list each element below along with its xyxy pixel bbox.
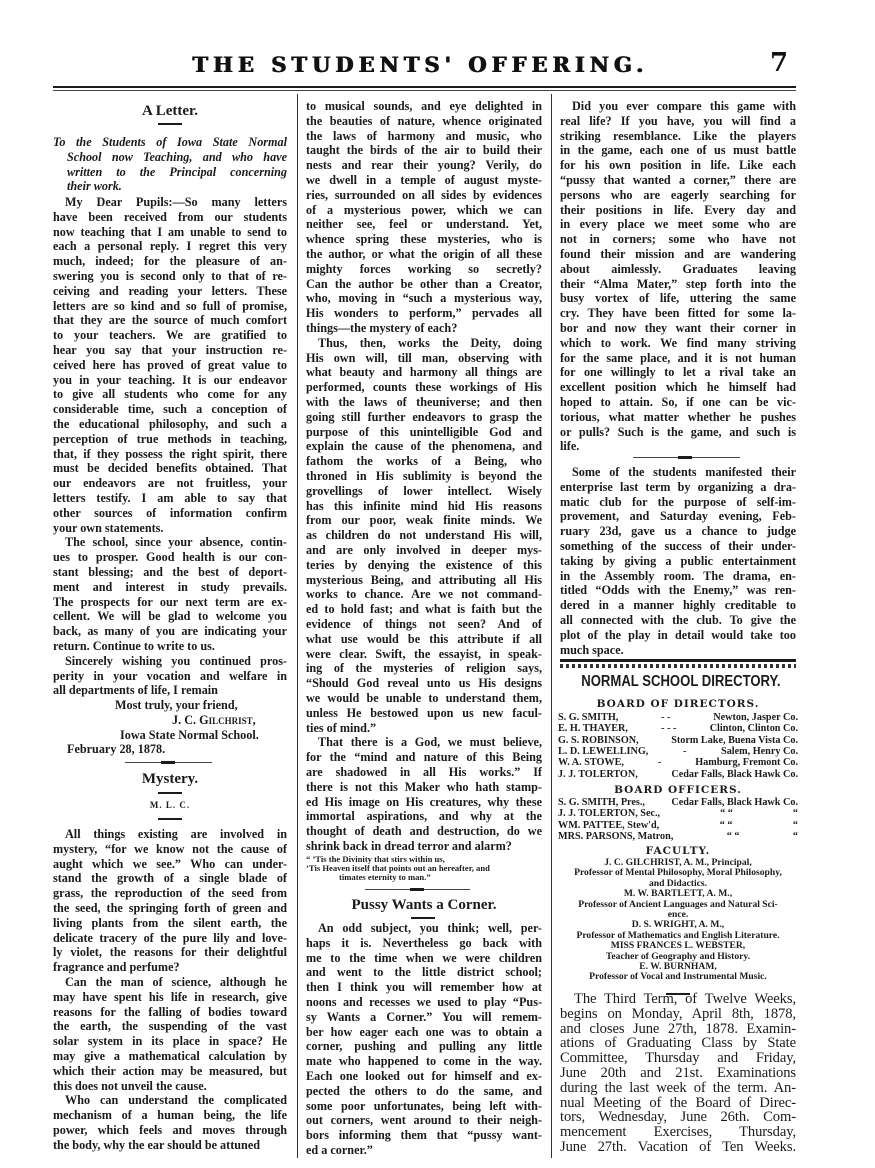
text-line: The prospects for our next term are ex- [53, 594, 287, 609]
text-line: hoped to attain. So, if one can be vic- [560, 395, 796, 409]
directory-name: S. G. SMITH, [558, 712, 619, 723]
text-line: the author, or what the origin of all these [306, 247, 542, 261]
term-line: begins on Monday, April 8th, 1878, [560, 1005, 796, 1022]
text-line: or pulls? Such is the game, and such is [560, 424, 796, 439]
text-line: in the Assembly room. The drama, en- [560, 568, 796, 583]
board-row [558, 757, 798, 768]
text-line: things—the mystery of each? [306, 321, 458, 335]
faculty-line: Professor of Mathematics and English Literature. [576, 929, 780, 941]
text-line: immortal aspirations, and why at the [306, 809, 542, 824]
directory-name: MRS. PARSONS, Matron, [558, 830, 674, 842]
directory-sep: “ “ [720, 808, 733, 820]
text-line: we dwell in a temple of august myste- [306, 173, 542, 187]
text-line: reasons for the falling of bodies toward [53, 1004, 287, 1019]
faculty-heading: FACULTY. [645, 845, 711, 857]
address-line: written to the Principal concerning [67, 164, 287, 179]
text-line: return. Continue to write to us. [53, 639, 215, 653]
text-line: purpose of this unintelligible God and [306, 424, 542, 439]
text-line: then I think you will remember how at [306, 980, 542, 995]
text-line: all connected with the club. To give the [560, 613, 796, 627]
text-line: pected the others to do the same, and [306, 1083, 542, 1098]
text-line: the beauties of nature, whence originated [306, 113, 542, 128]
text-line: real life? If you have, you will find a [560, 113, 796, 128]
directory-rule [560, 659, 796, 662]
text-line: that they are the source of much comfort [53, 313, 287, 328]
text-line: swering you is second only to that of re- [53, 269, 287, 283]
directory-place: Cedar Falls, Black Hawk Co. [671, 768, 798, 780]
text-line: taught the birds of the air to build their [306, 143, 542, 158]
text-line: mystery, “for we know not the cause of [53, 841, 287, 856]
text-line: some poor unfortunates, being left with- [306, 1098, 542, 1113]
faculty-line: MISS FRANCES L. WEBSTER, [610, 940, 746, 952]
text-line: plot of the play in detail would take too [560, 627, 796, 642]
text-line: and went to the little district school; [306, 965, 542, 980]
directory-sep [645, 797, 671, 808]
text-line: your own statements. [53, 520, 164, 535]
text-line: provement, and Saturday evening, Feb- [560, 509, 796, 524]
directory-place: “ [792, 819, 798, 831]
text-line: in every place we meet some who are [560, 217, 796, 232]
text-line: evidence of things not seen? And of [306, 617, 542, 631]
directory-name: S. G. SMITH, Pres., [558, 797, 645, 808]
text-line: grass, the reproduction of the seed from [53, 886, 287, 901]
text-line: each a personal reply. I regret this very [53, 239, 287, 254]
address-line: School now Teaching, and who have [67, 149, 287, 164]
text-line: enterprise last term by organizing a dra- [560, 479, 796, 494]
text-line: An odd subject, you think; well, per- [318, 921, 542, 935]
letter-title: A Letter. [141, 103, 199, 119]
directory-sep [639, 735, 672, 746]
text-line: much, indeed; for the pleasure of an- [53, 254, 287, 269]
text-line: persons who are eagerly searching for [560, 187, 796, 202]
text-line: matic club for the purpose of self-im- [560, 494, 796, 509]
title-rule [158, 123, 182, 125]
page-number: 7 [770, 48, 789, 78]
text-line: life. [560, 439, 580, 454]
newspaper-masthead: THE STUDENTS' OFFERING. [192, 52, 648, 77]
officers-heading: BOARD OFFICERS. [614, 784, 742, 796]
letter-date: February 28, 1878. [67, 742, 166, 756]
text-line: out corners, went around to their neigh- [306, 1113, 542, 1128]
directory-name: L. D. LEWELLING, [558, 745, 649, 757]
text-line: other sources of information confirm [53, 505, 287, 520]
officers-row [558, 808, 798, 819]
text-line: considerable time, such a conception of [53, 402, 287, 417]
text-line: His own will, till man, observing with [306, 350, 542, 365]
board-row [558, 735, 798, 746]
term-line: June 20th and 21st. Examinations [560, 1065, 796, 1081]
text-line: Some of the students manifested their [572, 465, 796, 479]
text-line: to your teachers. We are gratified to [53, 328, 287, 343]
text-line: of a mysterious power, which we can [306, 202, 542, 217]
text-line: about aimlessly. Graduates leaving [560, 261, 796, 276]
text-line: bors informing them that “pussy want- [306, 1128, 542, 1143]
text-line: ceiving and reading your letters. These [53, 283, 287, 298]
text-line: we would be unable to understand them, [306, 691, 542, 705]
text-line: ment and interest in study prevails. [53, 579, 287, 594]
text-line: have been received from our students [53, 209, 287, 224]
text-line: are shadowed in all His works.” If [306, 765, 542, 779]
text-line: unless He bestowed upon us new facul- [306, 705, 542, 720]
faculty-line: and Didactics. [648, 877, 708, 889]
officers-row [558, 831, 798, 842]
text-line: excellent position which he himself had [560, 380, 796, 395]
text-line: “Should God reveal unto us His designs [306, 676, 542, 691]
text-line: now teaching that I am unable to send to [53, 224, 287, 239]
text-line: “pussy that wanted a corner,” there are [560, 173, 796, 187]
text-line: ries, surrounded on all sides by evidences [306, 187, 542, 202]
text-line: ly violet, the reasons for their delightful [53, 945, 287, 960]
text-line: ber how eager each one was to obtain a [306, 1024, 542, 1039]
text-line: performed, counts these workings of His [306, 380, 542, 395]
text-line: that, if they possess the right spirit, there [53, 446, 287, 461]
text-line: sy Wants a Corner.” You will remem- [306, 1009, 542, 1024]
text-line: the body, why the ear should be attuned [53, 1137, 261, 1152]
text-line: may have spent his life in research, give [53, 989, 287, 1004]
text-line: ed to hold fast; and what is faith but the [306, 602, 542, 617]
title-rule [411, 917, 435, 919]
board-row [558, 769, 798, 780]
text-line: for his own position in life. Like each [560, 158, 796, 173]
text-line: nests and rear their young? Verily, do [306, 158, 542, 173]
directory-place: Newton, Jasper Co. [713, 712, 798, 723]
text-line: grovellings of lower intellect. Wisely [306, 483, 542, 498]
term-line: during the last week of the term. An- [560, 1079, 796, 1096]
pussy-title: Pussy Wants a Corner. [351, 897, 497, 913]
text-line: ed His image on His creatures, why these [306, 794, 542, 809]
signoff-closing: Most truly, your friend, [115, 698, 238, 712]
text-line: perity in your vocation and welfare in [53, 668, 287, 683]
directory-sep: - [682, 745, 687, 757]
text-line: to give all students who come for any [53, 387, 287, 402]
text-line: bor and now they want their corner in [560, 321, 796, 335]
text-line: thought of death and destruction, do we [306, 824, 542, 839]
mystery-author: M. L. C. [149, 800, 191, 810]
text-line: power, which feels and moves through [53, 1123, 287, 1137]
text-line: ing of the mysteries of religion says, [306, 661, 542, 676]
header-rule-thin [53, 90, 796, 91]
text-line: you in your teaching. It is our endeavor [53, 372, 287, 387]
term-line: Committee, Thursday and Friday, [560, 1050, 796, 1067]
term-line: and closes June 27th, 1878. Examin- [560, 1020, 796, 1037]
board-heading: BOARD OF DIRECTORS. [596, 698, 760, 710]
faculty-line: Professor of Ancient Languages and Natural Sci- [578, 898, 778, 910]
text-line: ues to prosper. Good health is our con- [53, 550, 287, 565]
text-line: titled “Odds with the Enemy,” was ren- [560, 583, 796, 598]
term-line: tors, Wednesday, June 26th. Com- [560, 1109, 796, 1126]
divider-ornament [161, 761, 175, 764]
quote-line: ’Tis Heaven itself that points out an hereafter, and [306, 863, 490, 873]
text-line: stand the growth of a single blade of [53, 871, 287, 886]
text-line: ties of mind.” [306, 720, 377, 735]
text-line: may give a mathematical calculation by [53, 1049, 287, 1063]
text-line: for the same place, and it is not human [560, 350, 796, 365]
text-line: Can the author be other than a Creator, [306, 276, 542, 291]
text-line: letters are so kind and so full of promise, [53, 298, 287, 313]
text-line: neither see, feel or understand. Yet, [306, 217, 542, 232]
directory-place: “ [792, 808, 798, 820]
title-rule [158, 792, 182, 794]
text-line: Who can understand the complicated [65, 1093, 287, 1108]
text-line: must be decided benefits obtained. That [53, 461, 287, 476]
text-line: explain the cause of the phenomena, and [306, 439, 542, 454]
text-line: to musical sounds, and eye delighted in [306, 99, 542, 113]
text-line: hear you say that your instruction re- [53, 343, 287, 357]
text-line: the educational philosophy, and such a [53, 417, 287, 431]
text-line: perception of true methods in teaching, [53, 431, 287, 446]
directory-sep: “ “ [726, 830, 740, 842]
text-line: what beauty and harmony all things are [306, 365, 542, 380]
text-line: shrink back in dread terror and alarm? [306, 839, 512, 853]
text-line: My Dear Pupils:—So many letters [65, 195, 287, 209]
header-rule [53, 86, 796, 88]
faculty-line: Professor of Mental Philosophy, Moral Philosophy, [574, 867, 782, 879]
directory-name: J. J. TOLERTON, [558, 768, 638, 780]
board-row [558, 723, 798, 734]
term-line: The Third Term, of Twelve Weeks, [574, 991, 796, 1007]
directory-name: G. S. ROBINSON, [558, 734, 639, 746]
address-line: To the Students of Iowa State Normal [53, 135, 287, 149]
divider-ornament [678, 456, 692, 459]
text-line: ceived here has proved of great value to [53, 357, 287, 372]
text-line: their “Alma Mater,” step forth into the [560, 276, 796, 291]
text-line: mechanism of a human being, the life [53, 1108, 287, 1123]
directory-name: E. H. THAYER, [558, 723, 628, 735]
text-line: there is not this Maker who hath stamp- [306, 779, 542, 794]
text-line: stant blessing; and the best of deport- [53, 565, 287, 579]
directory-name: W. A. STOWE, [558, 757, 624, 769]
text-line: what use would be this attribute if all [306, 631, 542, 646]
text-line: all departments of life, I remain [53, 683, 218, 698]
text-line: for one willingly to let a rival take an [560, 365, 796, 380]
directory-place: Cedar Falls, Black Hawk Co. [671, 797, 798, 808]
text-line: throned in His sublimity is beyond the [306, 469, 542, 483]
text-line: which their action may be measured, but [53, 1063, 287, 1078]
text-line: Thus, then, works the Deity, doing [318, 335, 542, 350]
text-line: as children do not understand His will, [306, 528, 542, 543]
mystery-title: Mystery. [141, 771, 199, 787]
directory-sep: - - [661, 712, 671, 723]
directory-place: “ [792, 830, 798, 842]
term-line: nual Meeting of the Board of Direc- [560, 1094, 796, 1111]
title-rule [158, 818, 182, 820]
directory-name: J. J. TOLERTON, Sec., [558, 808, 661, 820]
directory-sep [638, 769, 672, 780]
text-line: Sincerely wishing you continued pros- [65, 653, 287, 668]
officers-row [558, 797, 798, 808]
text-line: Can the man of science, although he [65, 975, 287, 989]
directory-name: WM. PATTEE, Stew'd, [558, 819, 660, 831]
text-line: dered in a manner highly creditable to [560, 598, 796, 613]
text-line: the laws of harmony and music, who [306, 128, 542, 143]
text-line: works to chance. Are we not command- [306, 587, 542, 602]
directory-sep: “ “ [719, 819, 733, 831]
quote-line: timates eternity to man.” [339, 872, 431, 882]
text-line: me to the time when we were children [306, 950, 542, 965]
text-line: back, as many of you are indicating your [53, 624, 287, 639]
directory-title: NORMAL SCHOOL DIRECTORY. [581, 673, 781, 690]
text-line: found their mission and are wandering [560, 247, 796, 261]
text-line: mate who happened to come in the way. [306, 1054, 542, 1069]
text-line: The school, since your absence, contin- [65, 535, 287, 550]
text-line: taking by giving a public entertainment [560, 553, 796, 568]
board-row [558, 712, 798, 723]
text-line: which to work. We find many striving [560, 335, 796, 350]
text-line: busy vortex of life, uttering the same [560, 291, 796, 306]
text-line: ed a corner.” [306, 1143, 373, 1157]
text-line: our endeavors are not fruitless, your [53, 476, 287, 491]
text-line: the earth, the suspending of the vast [53, 1019, 287, 1034]
directory-sep: - [657, 757, 662, 769]
text-line: ruary 23d, gave us a chance to judge [560, 524, 796, 539]
divider-ornament [410, 888, 424, 891]
text-line: much space. [560, 642, 624, 657]
text-line: going still further endeavors to grasp the [306, 409, 542, 424]
text-line: mysterious Being, and attributing all His [306, 572, 542, 587]
term-line: mencement Exercises, Thursday, [560, 1124, 796, 1141]
text-line: for the “mind and nature of this Being [306, 750, 542, 765]
text-line: striking resemblance. Like the players [560, 128, 796, 143]
text-line: their positions in life. Every day and [560, 202, 796, 217]
faculty-line: E. W. BURNHAM, [639, 961, 717, 972]
faculty-line: Teacher of Geography and History. [605, 950, 751, 962]
directory-rule-wavy [560, 664, 796, 668]
text-line: That there is a God, we must believe, [318, 735, 542, 750]
text-line: All things existing are involved in [65, 827, 287, 841]
faculty-line: Professor of Vocal and Instrumental Music. [589, 971, 767, 983]
text-line: torious, what matter whether he pushes [560, 409, 796, 424]
text-line: fragrance and perfume? [53, 960, 180, 975]
directory-place: Hamburg, Fremont Co. [695, 757, 798, 769]
text-line: from our poor, weak finite minds. We [306, 513, 542, 528]
directory-sep: - - - [661, 723, 677, 735]
term-line: June 27th. Vacation of Ten Weeks. [560, 1139, 796, 1155]
signoff-name: J. C. Gilchrist, [172, 713, 256, 727]
text-line: His wonders to perform,” pervades all [306, 306, 542, 321]
text-line: Did you ever compare this game with [572, 99, 796, 113]
text-line: in the game, each one of us must battle [560, 143, 796, 158]
column-divider [297, 94, 298, 1158]
officers-row [558, 820, 798, 831]
text-line: with the laws of theuniverse; and then [306, 395, 542, 409]
text-line: letters testify. I am able to say that [53, 491, 287, 505]
text-line: mighty forces working so secretly? [306, 261, 542, 276]
faculty-line: M. W. BARTLETT, A. M., [623, 888, 733, 900]
text-line: haps it is. Nevertheless go back with [306, 935, 542, 950]
text-line: cellent. We will be glad to welcome you [53, 609, 287, 624]
faculty-line: J. C. GILCHRIST, A. M., Principal, [604, 857, 752, 868]
address-line: their work. [67, 179, 122, 194]
text-line: were clear. Swift, the essayist, in speak- [306, 646, 542, 661]
text-line: solar system in its place in space? He [53, 1034, 287, 1049]
term-line: ations of Graduating Class by State [560, 1035, 796, 1052]
text-line: teries by denying the existence of this [306, 557, 542, 572]
text-line: noons and recesses we used to play “Pus- [306, 995, 542, 1009]
text-line: this does not unveil the cause. [53, 1078, 207, 1093]
text-line: who, moving in “such a mysterious way, [306, 291, 542, 306]
text-line: aught which we see.” Who can under- [53, 856, 287, 871]
signoff-institution: Iowa State Normal School. [120, 728, 259, 742]
text-line: whence spring these mysteries, who is [306, 232, 542, 247]
directory-place: Storm Lake, Buena Vista Co. [671, 734, 798, 746]
faculty-line: D. S. WRIGHT, A. M., [631, 919, 725, 931]
text-line: fathom the works of a Being, who [306, 454, 542, 469]
text-line: has this infinite mind hid His reasons [306, 498, 542, 513]
text-line: something of the success of their under- [560, 539, 796, 553]
text-line: not in corners; some who have not [560, 232, 796, 247]
directory-place: Salem, Henry Co. [721, 745, 798, 757]
board-row [558, 746, 798, 757]
text-line: Each one looked out for himself and ex- [306, 1069, 542, 1083]
text-line: and are only involved in deeper mys- [306, 543, 542, 557]
text-line: cry. They have been fitted for some la- [560, 306, 796, 321]
faculty-line: ence. [667, 909, 689, 920]
text-line: corner, pushing and pulling any little [306, 1039, 542, 1054]
text-line: the seed, the springing forth of green and [53, 901, 287, 915]
text-line: delicate tracery of the pure lily and love- [53, 930, 287, 945]
text-line: living plants from the silent earth, the [53, 915, 287, 930]
directory-place: Clinton, Clinton Co. [709, 723, 798, 735]
quote-line: “ ’Tis the Divinity that stirs within us, [306, 854, 445, 864]
column-divider [551, 94, 552, 1158]
